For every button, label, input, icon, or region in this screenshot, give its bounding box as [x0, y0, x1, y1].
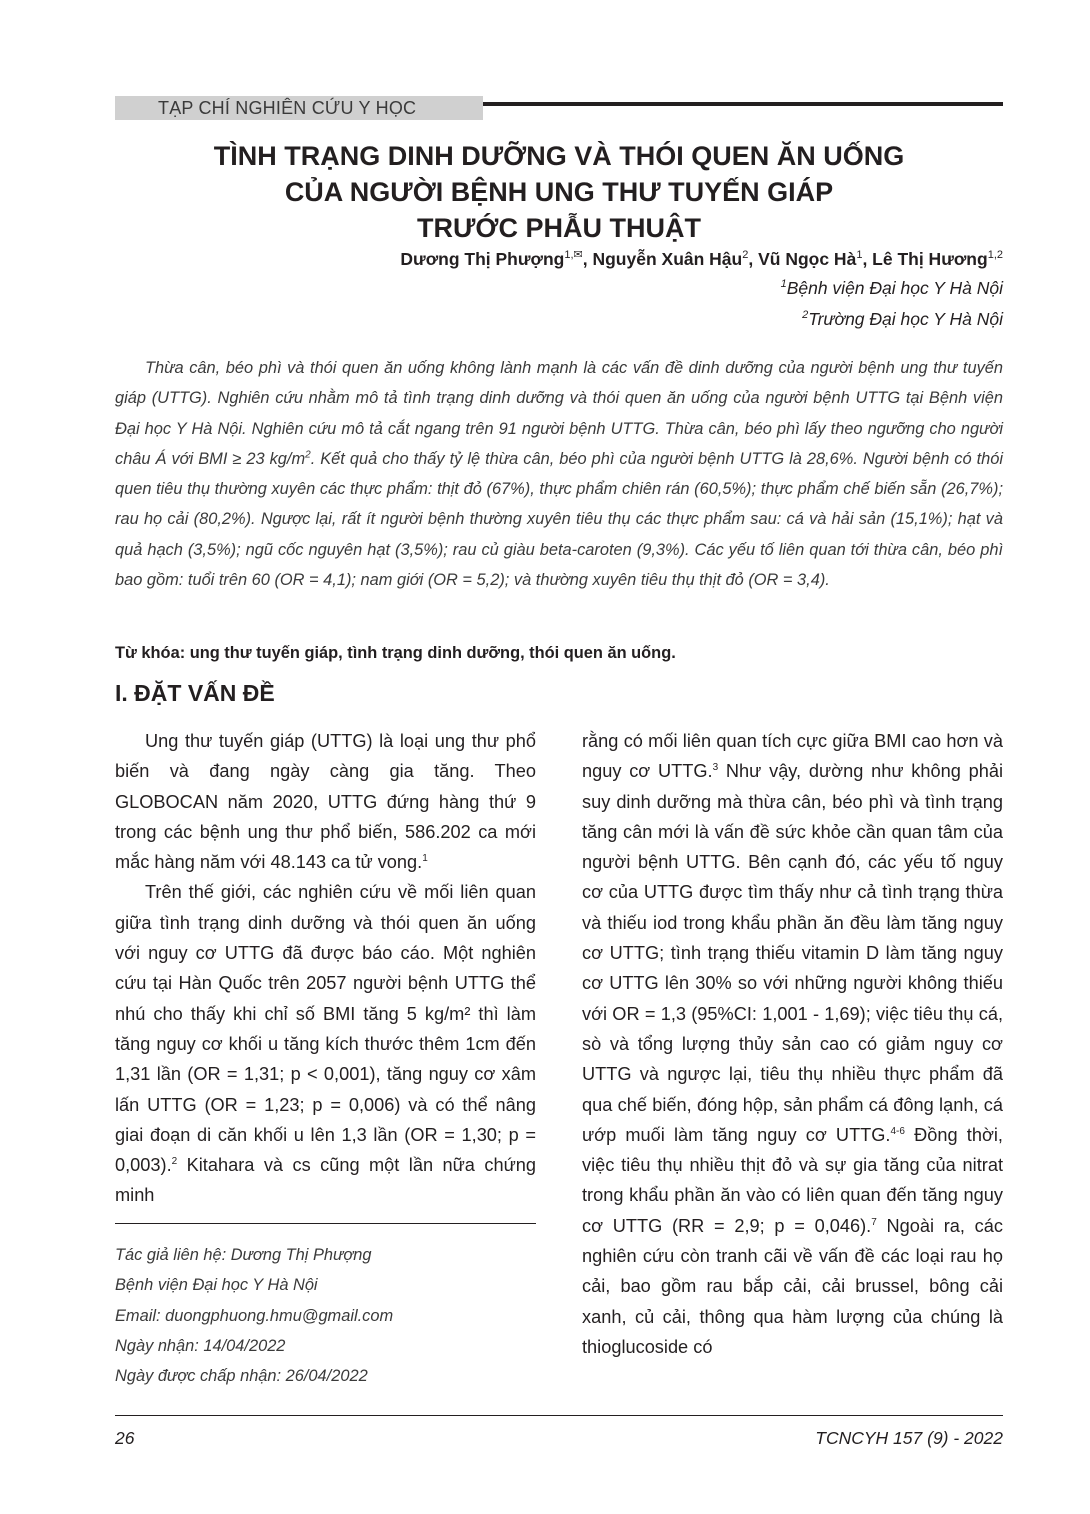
article-title: [115, 138, 1003, 246]
author-sep: ,: [582, 248, 593, 269]
title-line: TÌNH TRẠNG DINH DƯỠNG VÀ THÓI QUEN ĂN UỐNG: [213, 141, 905, 171]
paragraph-text: Ngoài ra, các nghiên cứu còn tranh cãi về vấn đề các loại rau họ cải, bao gồm rau bắp cải, cải brussel, bông cải xanh, củ cải, thông qua hàm lượng của chúng là thioglucoside có: [582, 1215, 1003, 1357]
citation-ref: 4-6: [890, 1125, 905, 1137]
corresponding-email: Email: duongphuong.hmu@gmail.com: [115, 1306, 394, 1325]
header-rule: [483, 102, 1003, 106]
received-date: Ngày nhận: 14/04/2022: [115, 1336, 286, 1355]
author-sup: 1: [856, 249, 863, 261]
page-number: 26: [115, 1428, 135, 1448]
author-name: Vũ Ngọc Hà: [758, 248, 857, 269]
abstract: [115, 353, 1003, 595]
citation-ref: 1: [422, 853, 428, 865]
accepted-date: Ngày được chấp nhận: 26/04/2022: [115, 1367, 368, 1386]
abstract-sup: 2: [305, 449, 311, 461]
keywords: Từ khóa: ung thư tuyến giáp, tình trạng dinh dưỡng, thói quen ăn uống.: [115, 644, 676, 662]
correspondence-footnote: [115, 1240, 536, 1391]
title-line: TRƯỚC PHẪU THUẬT: [417, 213, 701, 243]
affiliation: [781, 278, 1003, 299]
section-heading: I. ĐẶT VẤN ĐỀ: [115, 680, 275, 706]
corresponding-author: Tác giả liên hệ: Dương Thị Phượng: [115, 1246, 372, 1264]
paragraph-text: rằng có mối liên quan tích cực giữa BMI cao hơn và nguy cơ UTTG.: [582, 731, 1003, 782]
corresponding-institution: Bệnh viện Đại học Y Hà Nội: [115, 1276, 318, 1295]
paragraph-text: Kitahara và cs cũng một lần nữa chứng minh: [115, 1155, 536, 1206]
paragraph-text: Đồng thời, việc tiêu thụ nhiều thịt đỏ và sự gia tăng của nitrat trong khẩu phần ăn vào có liên quan đến tăng nguy cơ UTTG (RR = 2,9; p = 0,046).: [582, 1124, 1003, 1236]
abstract-text: . Kết quả cho thấy tỷ lệ thừa cân, béo phì của người bệnh UTTG là 28,6%. Người bệnh có thói quen tiêu thụ thường xuyên các thực phẩm: thịt đỏ (67%), thực phẩm chiên rán (60,5%); thực phẩm chế biến sẵn (26,7%); rau họ cải (80,2%). Ngược lại, rất ít người bệnh thường xuyên tiêu thụ các thực phẩm sau: cá và hải sản (15,1%); hạt và quả hạch (3,5%); ngũ cốc nguyên hạt (3,5%); rau củ giàu beta-caroten (9,3%). Các yếu tố liên quan tới thừa cân, béo phì bao gồm: tuổi trên 60 (OR = 4,1); nam giới (OR = 5,2); và thường xuyên tiêu thụ thịt đỏ (OR = 3,4).: [115, 449, 1003, 590]
author-list: [400, 248, 1003, 270]
body-paragraph: [582, 726, 1003, 1362]
affiliation-sup: 2: [802, 309, 809, 322]
citation-ref: 2: [171, 1156, 178, 1168]
author-sep: ,: [748, 248, 759, 269]
abstract-text: Thừa cân, béo phì và thói quen ăn uống không lành mạnh là các vấn đề dinh dưỡng của người bệnh ung thư tuyến giáp (UTTG). Nghiên cứu nhằm mô tả tình trạng dinh dưỡng và thói quen ăn uống của người bệnh UTTG tại Bệnh viện Đại học Y Hà Nội. Nghiên cứu mô tả cắt ngang trên 91 người bệnh UTTG. Thừa cân, béo phì lấy theo ngưỡng cho người châu Á với BMI ≥ 23 kg/m: [115, 359, 1003, 468]
journal-name: TẠP CHÍ NGHIÊN CỨU Y HỌC: [158, 98, 417, 118]
left-column: [115, 726, 536, 1211]
affiliation-sup: 1: [780, 278, 787, 291]
author-name: Lê Thị Hương: [872, 248, 988, 269]
author-sup: 1,2: [987, 249, 1003, 261]
footer-rule: [115, 1415, 1003, 1416]
affiliation: [802, 309, 1003, 330]
right-column: [582, 726, 1003, 1362]
body-paragraph: [115, 726, 536, 877]
citation-ref: 7: [871, 1216, 877, 1228]
paragraph-text: Ung thư tuyến giáp (UTTG) là loại ung thư phổ biến và đang ngày càng gia tăng. Theo GLOBOCAN năm 2020, UTTG đứng hàng thứ 9 trong các bệnh ung thư phổ biến, 586.202 ca mới mắc hàng năm với 48.143 ca tử vong.: [115, 731, 536, 873]
author-name: Nguyễn Xuân Hậu: [592, 248, 743, 269]
paragraph-text: Trên thế giới, các nghiên cứu về mối liên quan giữa tình trạng dinh dưỡng và thói quen ăn uống với nguy cơ UTTG đã được báo cáo. Một nghiên cứu tại Hàn Quốc trên 2057 người bệnh UTTG thể nhú cho thấy khi chỉ số BMI tăng 5 kg/m² thì làm tăng nguy cơ khối u tăng kích thước thêm 1cm đến 1,31 lần (OR = 1,31; p < 0,001), tăng nguy cơ xâm lấn UTTG (OR = 1,23; p = 0,006) và có thể nâng giai đoạn di căn khối u lên 1,3 lần (OR = 1,30; p = 0,003).: [115, 882, 536, 1176]
affiliation-text: Trường Đại học Y Hà Nội: [808, 309, 1003, 329]
title-line: CỦA NGƯỜI BỆNH UNG THƯ TUYẾN GIÁP: [284, 177, 834, 207]
author-sep: ,: [862, 248, 873, 269]
citation-ref: 3: [712, 762, 719, 774]
paragraph-text: Như vậy, dường như không phải suy dinh dưỡng mà thừa cân, béo phì và tình trạng tăng cân mới là vấn đề sức khỏe cần quan tâm của người bệnh UTTG. Bên cạnh đó, các yếu tố nguy cơ của UTTG được tìm thấy như cả tình trạng thừa và thiếu iod trong khẩu phần ăn đều làm tăng nguy cơ UTTG; tình trạng thiếu vitamin D làm tăng nguy cơ UTTG lên 30% so với những người không thiếu với OR = 1,3 (95%CI: 1,001 - 1,69); việc tiêu thụ cá, sò và tổng lượng thủy sản cao có giảm nguy cơ UTTG và ngược lại, tiêu thụ nhiều thực phẩm đã qua chế biến, đóng hộp, sản phẩm cá đông lạnh, cá ướp muối làm tăng nguy cơ UTTG.: [582, 761, 1003, 1145]
author-sup: 2: [742, 249, 749, 261]
journal-reference: TCNCYH 157 (9) - 2022: [815, 1428, 1003, 1448]
footnote-rule: [115, 1223, 536, 1224]
author-sup: 1,✉: [564, 249, 583, 261]
author-name: Dương Thị Phượng: [400, 248, 565, 269]
body-paragraph: [115, 877, 536, 1210]
affiliation-text: Bệnh viện Đại học Y Hà Nội: [786, 278, 1003, 298]
